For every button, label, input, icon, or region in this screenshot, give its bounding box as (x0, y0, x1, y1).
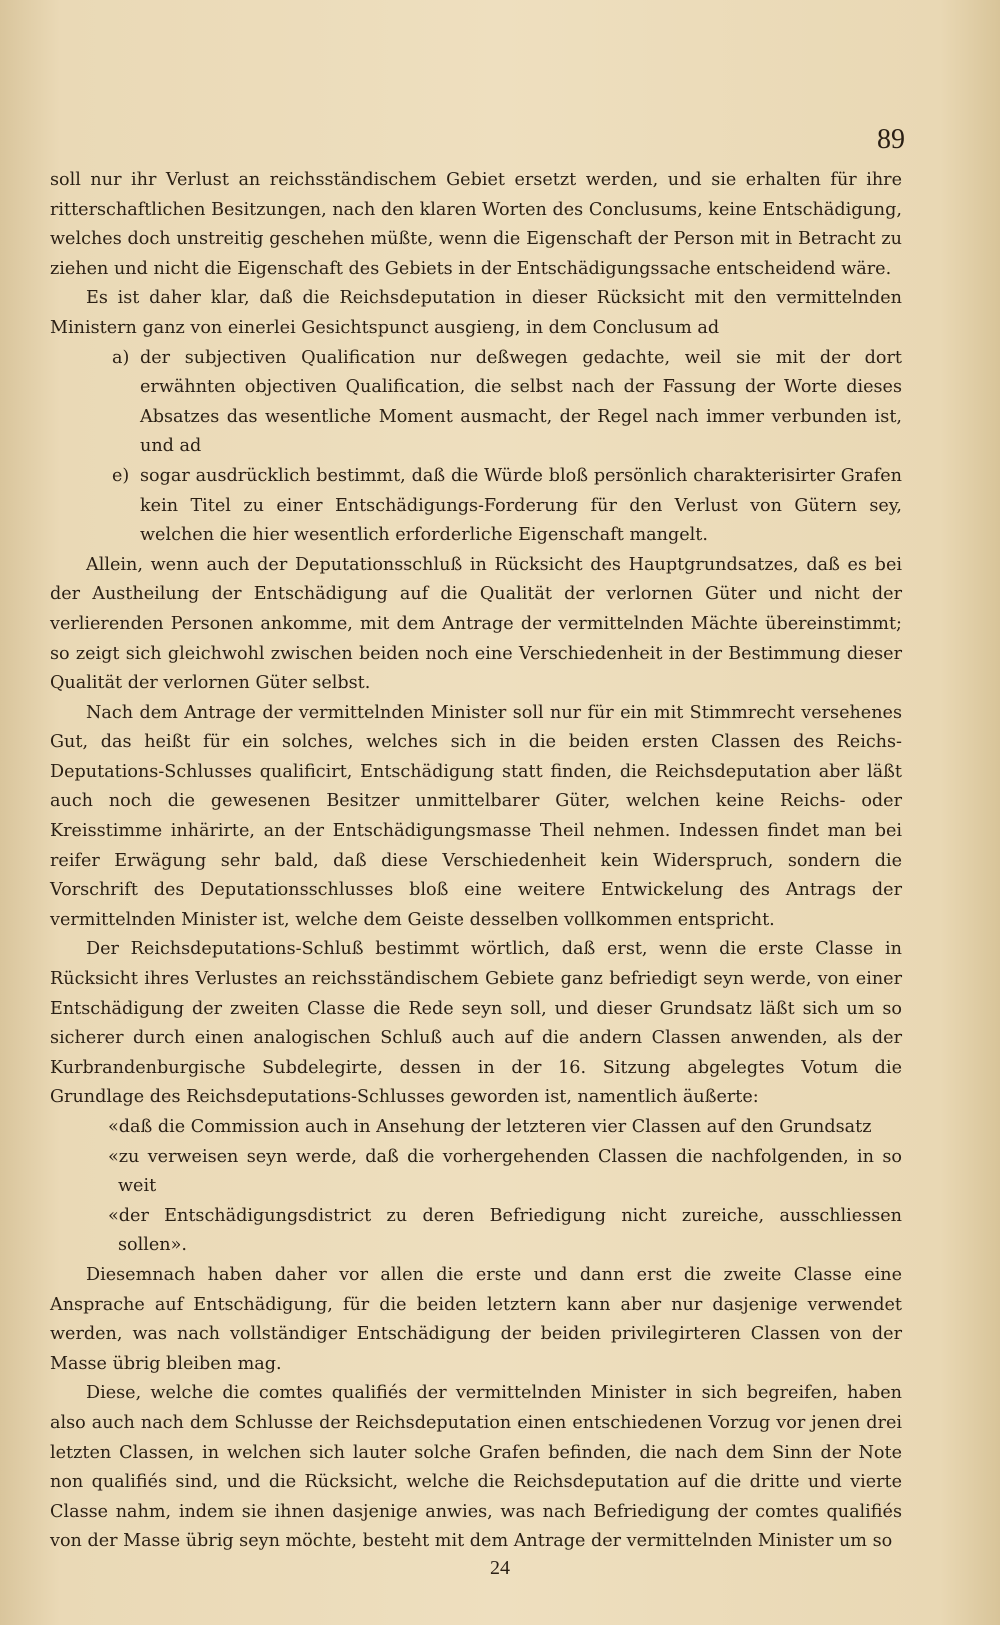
enumerated-list (112, 344, 902, 551)
paragraph-2: Es ist daher klar, daß die Reichsdeputation in dieser Rücksicht mit den vermittelnden Ministern ganz von einerlei Gesichtspunct ausgieng, in dem Conclusum ad (50, 288, 902, 338)
list-item-e (112, 462, 902, 551)
list-item-a-text: der subjectiven Qualification nur deßwegen gedachte, weil sie mit der dort erwähnten objectiven Qualification, die selbst nach der Fassung der Worte dieses Absatzes das wesentliche Moment ausmacht, der Regel nach immer verbunden ist, und ad (140, 347, 902, 457)
list-marker-a: a) (112, 347, 130, 368)
body-text (50, 166, 902, 1557)
paragraph-5: Der Reichsdeputations-Schluß bestimmt wörtlich, daß erst, wenn die erste Classe in Rücksicht ihres Verlustes an reichsständischem Gebiete ganz befriedigt seyn werde, von einer Entschädigung der zweiten Classe die Rede seyn soll, und dieser Grundsatz läßt sich um so sicherer durch einen analogischen Schluß auch auf die andern Classen anwenden, als der Kurbrandenburgische Subdelegirte, dessen in der 16. Sitzung abgelegtes Votum die Grundlage des Reichsdeputations-Schlusses geworden ist, namentlich äußerte: (50, 939, 902, 1108)
paragraph-6: Diesemnach haben daher vor allen die erste und dann erst die zweite Classe eine Ansprache auf Entschädigung, für die beiden letztern kann aber nur dasjenige verwendet werden, was nach vollständiger Entschädigung der beiden privilegirteren Classen von der Masse übrig bleiben mag. (50, 1264, 902, 1374)
block-quote (108, 1113, 902, 1261)
paragraph-4: Nach dem Antrage der vermittelnden Minister soll nur für ein mit Stimmrecht versehenes Gut, das heißt für ein solches, welches sich in die beiden ersten Classen des Reichs-Deputations-Schlusses qualificirt, Entschädigung statt finden, die Reichsdeputation aber läßt auch noch die gewesenen Besitzer unmittelbarer Güter, welchen keine Reichs- oder Kreisstimme inhärirte, an der Entschädigungsmasse Theil nehmen. Indessen findet man bei reifer Erwägung sehr bald, daß diese Verschiedenheit kein Widerspruch, sondern die Vorschrift des Deputationsschlusses bloß eine weitere Entwickelung des Antrags der vermittelnden Minister ist, welche dem Geiste desselben vollkommen entspricht. (50, 702, 902, 930)
quote-line-3: «der Entschädigungsdistrict zu deren Befriedigung nicht zureiche, ausschliessen sollen». (108, 1205, 902, 1256)
paragraph-3: Allein, wenn auch der Deputationsschluß in Rücksicht des Hauptgrundsatzes, daß es bei der Austheilung der Entschädigung auf die Qualität der verlornen Güter und nicht der verlierenden Personen ankomme, mit dem Antrage der vermittelnden Mächte übereinstimmt; so zeigt sich gleichwohl zwischen beiden noch eine Verschiedenheit in der Bestimmung dieser Qualität der verlornen Güter selbst. (50, 554, 902, 694)
quote-line-1: «daß die Commission auch in Ansehung der letzteren vier Classen auf den Grundsatz (108, 1117, 872, 1137)
signature-mark: 24 (490, 1557, 510, 1579)
list-item-a (112, 344, 902, 462)
paragraph-1: soll nur ihr Verlust an reichsständischem Gebiet ersetzt werden, und sie erhalten für ihre ritterschaftlichen Besitzungen, nach den klaren Worten des Conclusums, keine Entschädigung, welches doch unstreitig geschehen müßte, wenn die Eigenschaft der Person mit in Betracht zu ziehen und nicht die Eigenschaft des Gebiets in der Entschädigungssache entscheidend wäre. (50, 170, 902, 279)
paragraph-7: Diese, welche die comtes qualifiés der vermittelnden Minister in sich begreifen, haben also auch nach dem Schlusse der Reichsdeputation einen entschiedenen Vorzug vor jenen drei letzten Classen, in welchen sich lauter solche Grafen befinden, die nach dem Sinn der Note non qualifiés sind, und die Rücksicht, welche die Reichsdeputation auf die dritte und vierte Classe nahm, indem sie ihnen dasjenige anwies, was nach Befriedigung der comtes qualifiés von der Masse übrig seyn möchte, besteht mit dem Antrage der vermittelnden Minister um so (50, 1383, 902, 1552)
list-marker-e: e) (112, 465, 130, 486)
page-number: 89 (877, 124, 905, 155)
quote-line-2: «zu verweisen seyn werde, daß die vorhergehenden Classen die nachfolgenden, in so weit (108, 1146, 902, 1197)
list-item-e-text: sogar ausdrücklich bestimmt, daß die Würde bloß persönlich charakterisirter Grafen kein Titel zu einer Entschädigungs-Forderung für den Verlust von Gütern sey, welchen die hier wesentlich erforderliche Eigenschaft mangelt. (140, 465, 902, 546)
